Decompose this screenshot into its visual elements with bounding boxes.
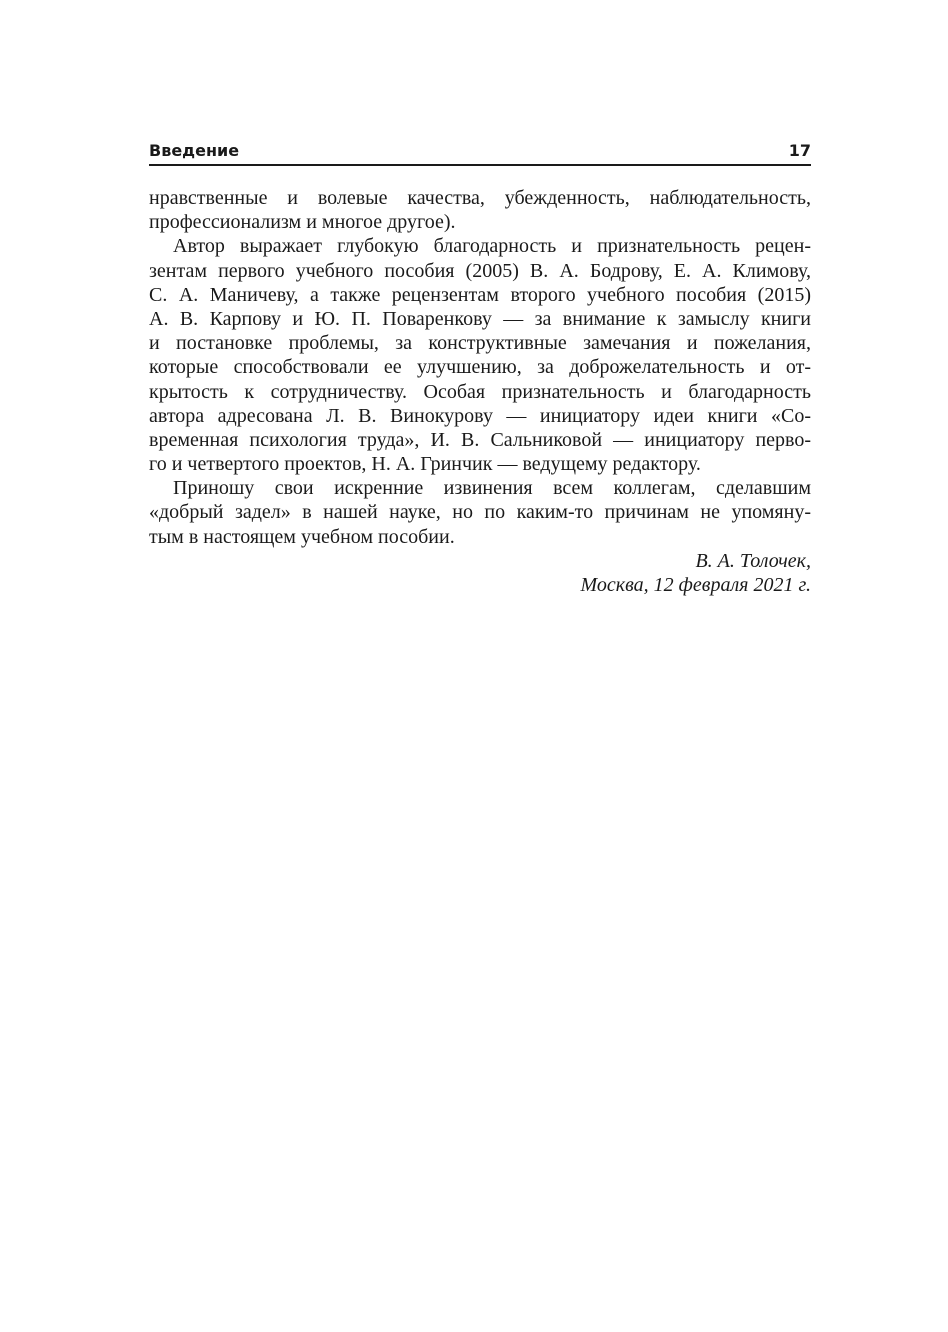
body-text	[149, 186, 811, 549]
text-line: Автор выражает глубокую благодарность и признательность рецен-	[173, 235, 811, 258]
running-head	[149, 140, 811, 166]
signature-author: В. А. Толочек,	[695, 550, 811, 572]
text-line: С. А. Маничеву, а также рецензентам второго учебного пособия (2015)	[149, 283, 811, 306]
text-line: временная психология труда», И. В. Сальниковой — инициатору перво-	[149, 428, 811, 451]
text-line: которые способствовали ее улучшению, за доброжелательность и от-	[149, 356, 811, 379]
text-line: А. В. Карпову и Ю. П. Поваренкову — за внимание к замыслу книги	[149, 307, 811, 330]
text-line: крытость к сотрудничеству. Особая признательность и благодарность	[149, 380, 811, 403]
signature-block	[581, 549, 811, 598]
paragraph-1	[149, 186, 811, 234]
text-line: тым в настоящем учебном пособии.	[149, 525, 455, 548]
text-line: и постановке проблемы, за конструктивные замечания и пожелания,	[149, 332, 811, 355]
text-line: го и четвертого проектов, Н. А. Гринчик — ведущему редактору.	[149, 453, 701, 476]
paragraph-3	[149, 476, 811, 549]
text-line: автора адресована Л. В. Винокурову — инициатору идеи книги «Со-	[149, 404, 811, 427]
paragraph-2	[149, 234, 811, 476]
text-line: нравственные и волевые качества, убежденность, наблюдательность,	[149, 187, 811, 209]
text-line: «добрый задел» в нашей науке, но по каким-то причинам не упомяну-	[149, 501, 811, 524]
text-line: зентам первого учебного пособия (2005) В. А. Бодрову, Е. А. Климову,	[149, 259, 811, 282]
text-line: Приношу свои искренние извинения всем коллегам, сделавшим	[173, 477, 811, 500]
text-line: профессионализм и многое другое).	[149, 211, 456, 234]
signature-place-date: Москва, 12 февраля 2021 г.	[580, 574, 811, 597]
page-number: 17	[788, 141, 811, 160]
section-title: Введение	[149, 141, 240, 160]
